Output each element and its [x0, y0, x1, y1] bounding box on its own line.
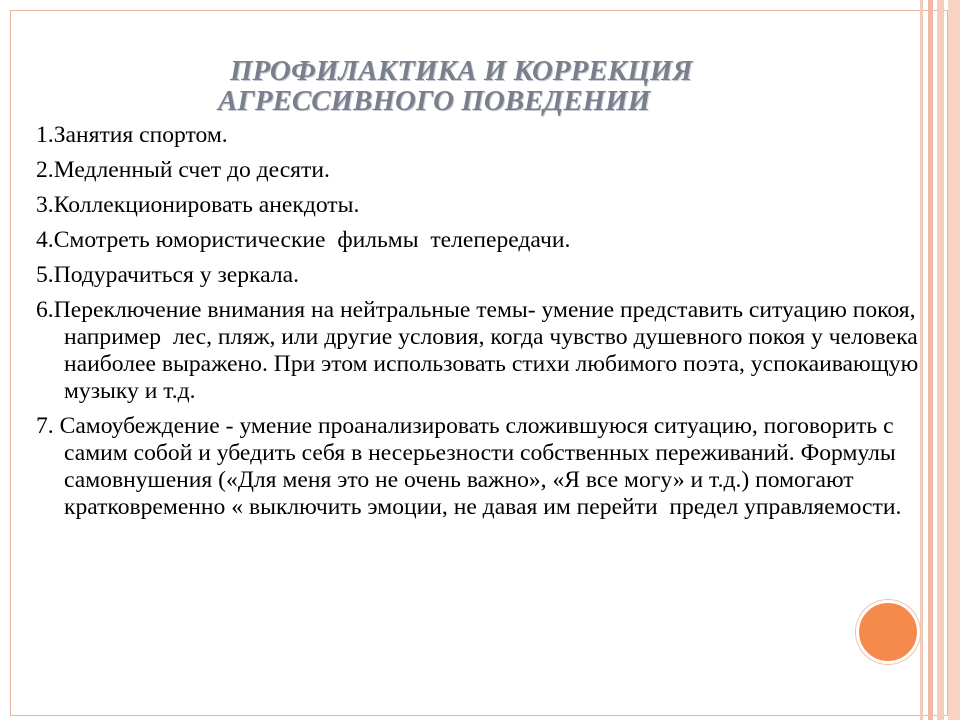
list-item: 1.Занятия спортом. — [36, 122, 228, 148]
list-item: 5.Подурачиться у зеркала. — [36, 262, 299, 288]
list-item: 4.Смотреть юмористические фильмы телепередачи. — [36, 227, 571, 253]
slide-title — [0, 56, 920, 116]
list-item: 2.Медленный счет до десяти. — [36, 157, 330, 183]
list-item: 3.Коллекционировать анекдоты. — [36, 192, 360, 218]
list-item: 6.Переключение внимания на нейтральные темы- умение представить ситуацию покоя, например лес, пляж, или другие условия, когда чувство душевного покоя у человека наиболее выражено. При этом использовать стихи любимого поэта, успокаивающую музыку и т.д. — [36, 297, 925, 404]
decorative-circle-icon — [856, 600, 920, 664]
recommendation-list — [36, 122, 926, 529]
decorative-stripe — [948, 0, 960, 720]
list-item: 7. Самоубеждение - умение проанализировать сложившуюся ситуацию, поговорить с самим собой и убедить себя в несерьезности собственных переживаний. Формулы самовнушения («Для меня это не очень важно», «Я все могу» и т.д.) помогают кратковременно « выключить эмоции, не давая им перейти предел управляемости. — [36, 413, 902, 520]
slide-title-line-1: ПРОФИЛАКТИКА И КОРРЕКЦИЯ — [230, 55, 693, 87]
slide-title-line-2: АГРЕССИВНОГО ПОВЕДЕНИИ — [218, 85, 651, 117]
decorative-stripe — [928, 0, 933, 720]
decorative-stripe — [937, 0, 944, 720]
